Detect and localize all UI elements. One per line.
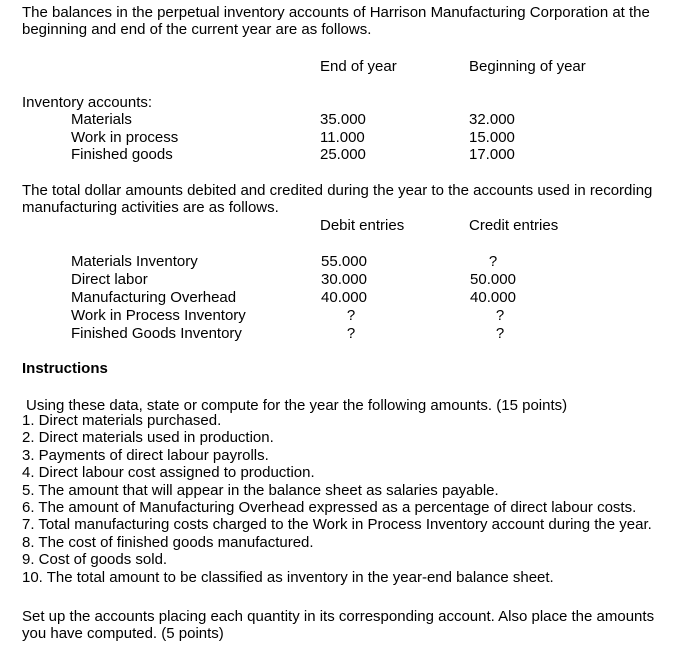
intro-line-2: beginning and end of the current year are as follows.	[22, 21, 372, 38]
entries-intro-line-2: manufacturing activities are as follows.	[22, 199, 279, 216]
instruction-item: 1. Direct materials purchased.	[22, 412, 222, 429]
balance-row-label: Finished goods	[71, 146, 173, 163]
balance-row-begin: 32.000	[469, 111, 515, 128]
closing-line-1: Set up the accounts placing each quantity in its corresponding account. Also place the amounts	[22, 608, 655, 625]
instructions-heading: Instructions	[22, 360, 108, 377]
instruction-item: 4. Direct labour cost assigned to production.	[22, 464, 315, 482]
entry-row-label: Manufacturing Overhead	[71, 289, 237, 306]
entries-intro-paragraph	[22, 182, 652, 216]
col-header-debit-entries: Debit entries	[320, 217, 405, 234]
entry-row-debit: 30.000	[321, 271, 367, 288]
instruction-item: 9. Cost of goods sold.	[22, 551, 168, 569]
entry-row-credit: 40.000	[470, 289, 516, 306]
entry-row-label: Finished Goods Inventory	[71, 325, 242, 342]
balance-row-label: Materials	[71, 111, 132, 128]
entry-row-label: Direct labor	[71, 271, 148, 288]
instruction-item: 2. Direct materials used in production.	[22, 429, 274, 447]
entry-row-credit: ?	[495, 325, 505, 342]
instruction-item: 6. The amount of Manufacturing Overhead expressed as a percentage of direct labour costs.	[22, 498, 637, 516]
col-header-credit-entries: Credit entries	[469, 217, 559, 234]
balance-row-label: Work in process	[71, 129, 179, 146]
instruction-item: 8. The cost of finished goods manufactured.	[22, 533, 314, 551]
entry-row-label: Materials Inventory	[71, 253, 198, 270]
entries-intro-line-1: The total dollar amounts debited and credited during the year to the accounts used in recording	[22, 182, 653, 199]
closing-paragraph	[22, 608, 654, 642]
closing-line-2: you have computed. (5 points)	[22, 625, 224, 642]
instruction-item: 7. Total manufacturing costs charged to the Work in Process Inventory account during the year.	[22, 516, 652, 534]
instructions-list	[22, 412, 652, 586]
entry-row-credit: ?	[495, 307, 505, 324]
entry-row-debit: 55.000	[321, 253, 367, 270]
balance-row-begin: 15.000	[469, 129, 515, 146]
col-header-beginning-of-year: Beginning of year	[469, 58, 586, 75]
entry-row-credit: 50.000	[470, 271, 516, 288]
instruction-item: 3. Payments of direct labour payrolls.	[22, 446, 269, 464]
balance-row-end: 35.000	[320, 111, 366, 128]
inventory-accounts-label: Inventory accounts:	[22, 94, 153, 111]
instruction-item: 5. The amount that will appear in the balance sheet as salaries payable.	[22, 481, 499, 499]
entry-row-debit: ?	[346, 307, 356, 324]
balance-row-end: 25.000	[320, 146, 366, 163]
entry-row-label: Work in Process Inventory	[71, 307, 246, 324]
balance-row-begin: 17.000	[469, 146, 515, 163]
instructions-lead: Using these data, state or compute for the year the following amounts. (15 points)	[26, 397, 568, 414]
entry-row-credit: ?	[488, 253, 498, 270]
entry-row-debit: 40.000	[321, 289, 367, 306]
intro-line-1: The balances in the perpetual inventory accounts of Harrison Manufacturing Corporation at the	[22, 4, 650, 21]
intro-paragraph	[22, 4, 650, 38]
balance-row-end: 11.000	[320, 129, 365, 146]
col-header-end-of-year: End of year	[320, 58, 397, 75]
entry-row-debit: ?	[346, 325, 356, 342]
instruction-item: 10. The total amount to be classified as inventory in the year-end balance sheet.	[22, 568, 554, 586]
